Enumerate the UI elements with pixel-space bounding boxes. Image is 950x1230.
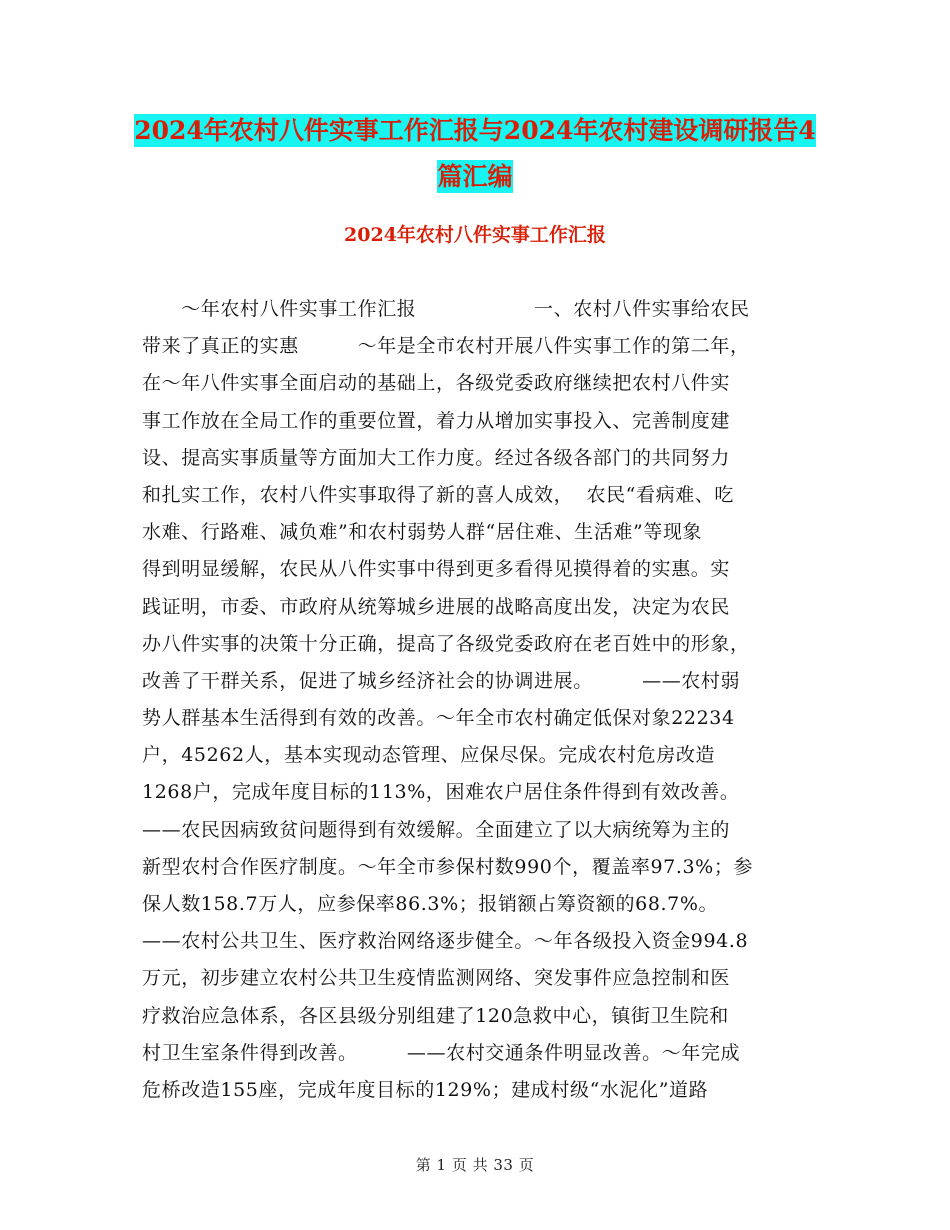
page-footer: 第 1 页 共 33 页 [415, 1156, 535, 1174]
body-line: 设、提高实事质量等方面加大工作力度。经过各级各部门的共同努力 [142, 446, 731, 469]
body-line: 和扎实工作，农村八件实事取得了新的喜人成效， 农民“看病难、吃 [142, 483, 734, 506]
body-text [142, 291, 808, 1109]
body-line: 办八件实事的决策十分正确，提高了各级党委政府在老百姓中的形象， [142, 632, 750, 655]
body-line: ——农村公共卫生、医疗救治网络逐步健全。～年各级投入资金994.8 [142, 930, 749, 953]
section-heading: 2024年农村八件实事工作汇报 [344, 224, 606, 246]
document-title [130, 108, 820, 200]
body-line: 得到明显缓解，农民从八件实事中得到更多看得见摸得着的实惠。实 [142, 558, 731, 581]
body-line: 户，45262人，基本实现动态管理、应保尽保。完成农村危房改造 [142, 744, 716, 767]
body-line: 万元，初步建立农村公共卫生疫情监测网络、突发事件应急控制和医 [142, 967, 731, 990]
body-line: 改善了干群关系，促进了城乡经济社会的协调进展。 ——农村弱 [142, 669, 741, 692]
body-line: 势人群基本生活得到有效的改善。～年全市农村确定低保对象22234 [142, 707, 735, 730]
body-line: 带来了真正的实惠 ～年是全市农村开展八件实事工作的第二年， [142, 335, 750, 358]
body-line: 疗救治应急体系，各区县级分别组建了120急救中心，镇街卫生院和 [142, 1004, 729, 1027]
body-line: 1268户，完成年度目标的113%，困难农户居住条件得到有效改善。 [142, 781, 740, 804]
body-line: 村卫生室条件得到改善。 ——农村交通条件明显改善。～年完成 [142, 1041, 741, 1064]
body-line: 事工作放在全局工作的重要位置，着力从增加实事投入、完善制度建 [142, 409, 731, 432]
body-line: 水难、行路难、减负难”和农村弱势人群“居住难、生活难”等现象 [142, 521, 703, 544]
body-line: 践证明，市委、市政府从统筹城乡进展的战略高度出发，决定为农民 [142, 595, 731, 618]
body-line: 危桥改造155座，完成年度目标的129%；建成村级“水泥化”道路 [142, 1078, 709, 1101]
body-line: ——农民因病致贫问题得到有效缓解。全面建立了以大病统筹为主的 [142, 818, 731, 841]
document-title-text: 2024年农村八件实事工作汇报与2024年农村建设调研报告4篇汇编 [134, 116, 816, 191]
body-line: 保人数158.7万人，应参保率86.3%；报销额占筹资额的68.7%。 [142, 893, 719, 915]
body-line: 新型农村合作医疗制度。～年全市参保村数990个，覆盖率97.3%；参 [142, 855, 754, 878]
body-line: ～年农村八件实事工作汇报 一、农村八件实事给农民 [142, 298, 750, 320]
body-line: 在～年八件实事全面启动的基础上，各级党委政府继续把农村八件实 [142, 372, 731, 395]
